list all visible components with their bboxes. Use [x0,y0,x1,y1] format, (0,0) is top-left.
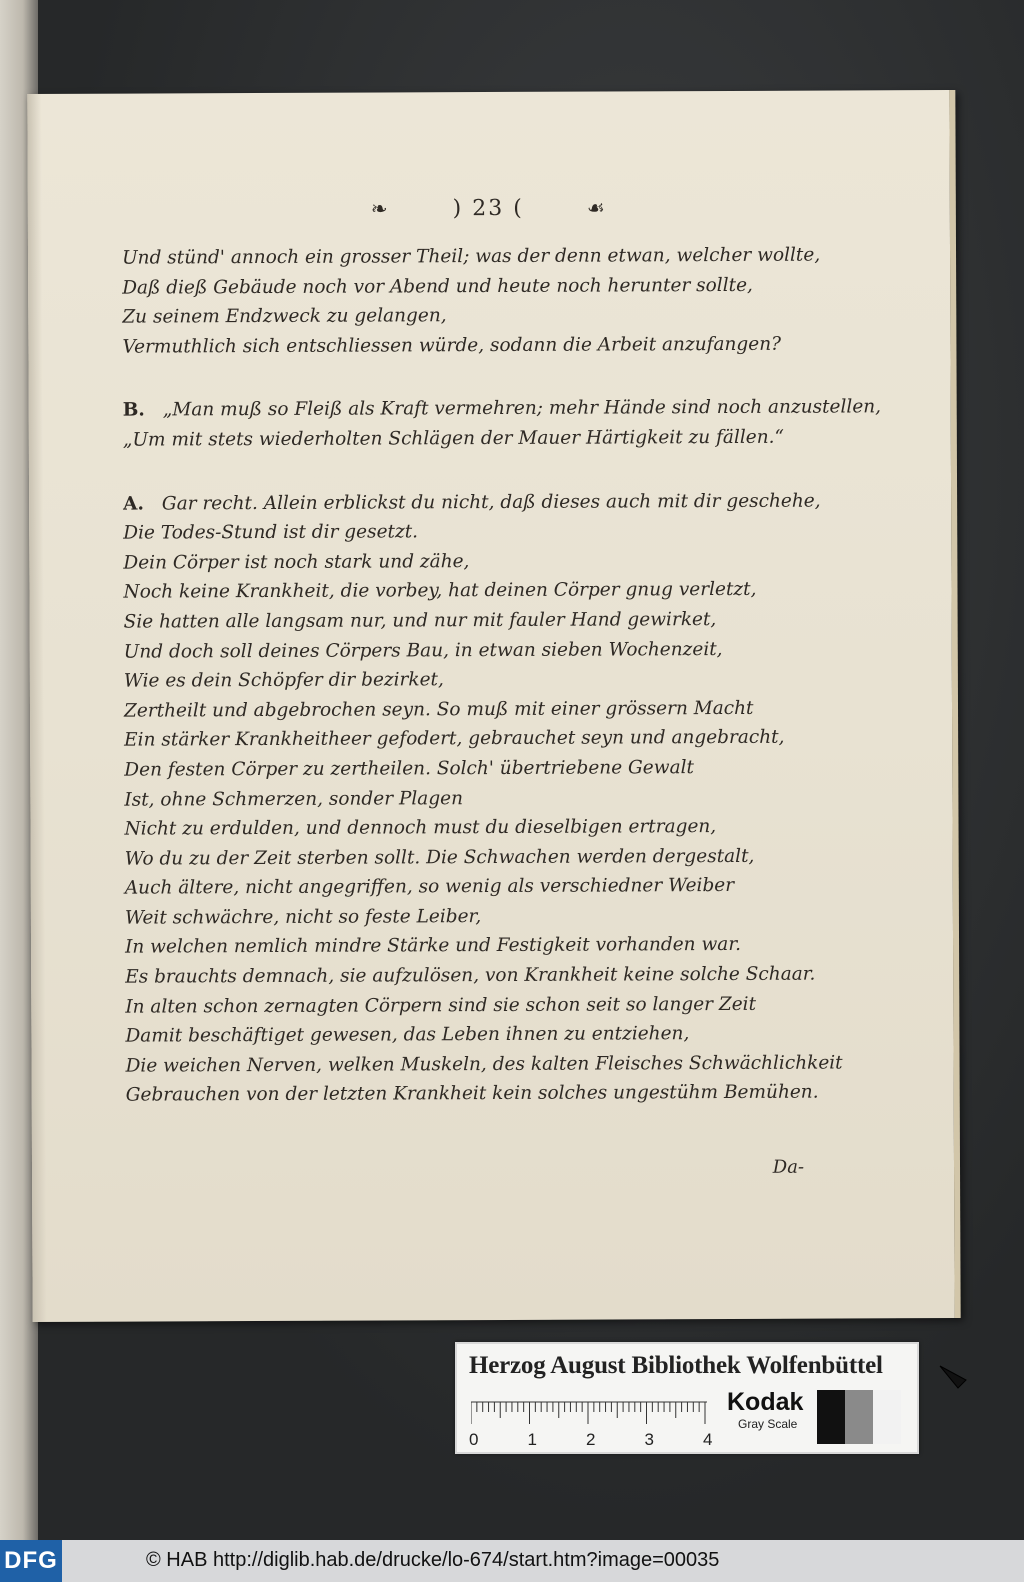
line-text: Vermuthlich sich entschliessen würde, sodann die Arbeit anzufangen? [122,333,782,358]
ruler-number: 4 [703,1430,713,1449]
line-text: Gar recht. Allein erblickst du nicht, daß dieses auch mit dir geschehe, [161,490,821,515]
line-text: Den festen Cörper zu zertheilen. Solch' übertriebene Gewalt [124,757,694,781]
line-text: Die weichen Nerven, welken Muskeln, des kalten Fleisches Schwächlichkeit [125,1052,843,1077]
text-line [123,575,843,608]
text-line [123,422,843,455]
text-line [123,486,843,519]
text-line [124,752,844,785]
ruler-number: 1 [527,1430,537,1449]
line-text: Und doch soll deines Cörpers Bau, in etwan sieben Wochenzeit, [123,638,723,663]
text-line [125,871,845,904]
line-text: Zertheilt und abgebrochen seyn. So muß mit einer grössern Macht [123,697,754,722]
text-line [122,300,842,333]
ruler-number: 0 [469,1430,479,1449]
copyright-link[interactable]: © HAB http://diglib.hab.de/drucke/lo-674/start.htm?image=00035 [146,1549,720,1571]
color-scale-card [455,1342,919,1454]
text-line [125,989,845,1022]
text-line [122,329,842,362]
line-text: Gebrauchen von der letzten Krankheit kein solches ungestühm Bemühen. [125,1082,819,1107]
line-text: Wie es dein Schöpfer dir bezirket, [123,669,444,692]
line-text: Und stünd' annoch ein grosser Theil; was der denn etwan, welcher wollte, [121,244,821,269]
text-line [124,634,844,667]
line-text: „Man muß so Fleiß als Kraft vermehren; mehr Hände sind noch anzustellen, [162,396,882,421]
line-text: „Um mit stets wiederholten Schlägen der Mauer Härtigkeit zu fällen.“ [122,426,785,451]
ruler-number: 2 [586,1430,596,1449]
line-text: In welchen nemlich mindre Stärke und Festigkeit vorhanden war. [125,934,742,959]
line-text: Auch ältere, nicht angegriffen, so wenig als verschiedner Weiber [124,875,735,899]
right-ornament-icon: ☙ [586,195,607,220]
line-text: In alten schon zernagten Cörpern sind sie schon seit so langer Zeit [125,993,757,1018]
gray-swatch [845,1390,873,1444]
text-line [126,1048,846,1081]
dfg-logo: DFG [0,1540,62,1582]
book-page [27,90,960,1322]
text-line [125,841,845,874]
left-ornament-icon: ❧ [370,196,390,221]
line-text: Die Todes-Stund ist dir gesetzt. [123,521,419,544]
gray-swatch [817,1390,845,1444]
text-line [124,723,844,756]
page-number: ) 23 ( [452,195,524,222]
ruler-numbers [469,1430,719,1450]
line-text: Nicht zu erdulden, und dennoch must du dieselbigen ertragen, [124,816,717,840]
gray-swatch [873,1390,901,1444]
line-text: Ein stärker Krankheitheer gefodert, gebrauchet seyn und angebracht, [124,727,785,751]
line-text: Es brauchts demnach, sie aufzulösen, von Krankheit keine solche Schaar. [125,963,816,988]
line-text: Sie hatten alle langsam nur, und nur mit fauler Hand gewirket, [123,608,717,633]
line-text: Wo du zu der Zeit sterben sollt. Die Schwachen werden dergestalt, [124,845,755,870]
paragraph-gap [122,359,842,396]
text-line [124,782,844,815]
line-text: Weit schwächre, nicht so feste Leiber, [124,905,482,929]
text-line [122,270,842,303]
speaker-label: B. [122,399,145,421]
text-line [123,516,843,549]
text-line [124,604,844,637]
catchword: Da- [772,1156,805,1178]
page-clip-icon [936,1362,972,1392]
text-line [122,240,842,273]
paragraph-gap [123,452,843,489]
line-text: Zu seinem Endzweck zu gelangen, [122,305,447,328]
line-text: Noch keine Krankheit, die vorbey, hat deinen Cörper gnug verletzt, [123,579,757,603]
footer-bar [0,1540,1024,1582]
running-head [28,194,950,223]
ruler-number: 3 [644,1430,654,1449]
ruler-scale [471,1398,707,1426]
text-line [122,393,882,426]
text-line [125,900,845,933]
library-name: Herzog August Bibliothek Wolfenbüttel [469,1352,883,1379]
text-line [124,664,844,697]
text-line [125,1019,845,1052]
speaker-label: A. [123,493,144,515]
text-line [126,1078,846,1111]
gray-swatches [817,1390,901,1444]
text-line [125,930,845,963]
text-line [124,812,844,845]
line-text: Damit beschäftiget gewesen, das Leben ihnen zu entziehen, [125,1023,690,1047]
page-text [121,240,882,1110]
line-text: Dein Cörper ist noch stark und zähe, [123,550,470,574]
kodak-subtitle: Gray Scale [738,1417,798,1431]
line-text: Daß dieß Gebäude noch vor Abend und heute noch herunter sollte, [122,274,753,299]
kodak-brand: Kodak [727,1388,804,1416]
line-text: Ist, ohne Schmerzen, sonder Plagen [124,787,464,811]
text-line [124,693,844,726]
text-line [123,545,843,578]
text-line [125,960,845,993]
